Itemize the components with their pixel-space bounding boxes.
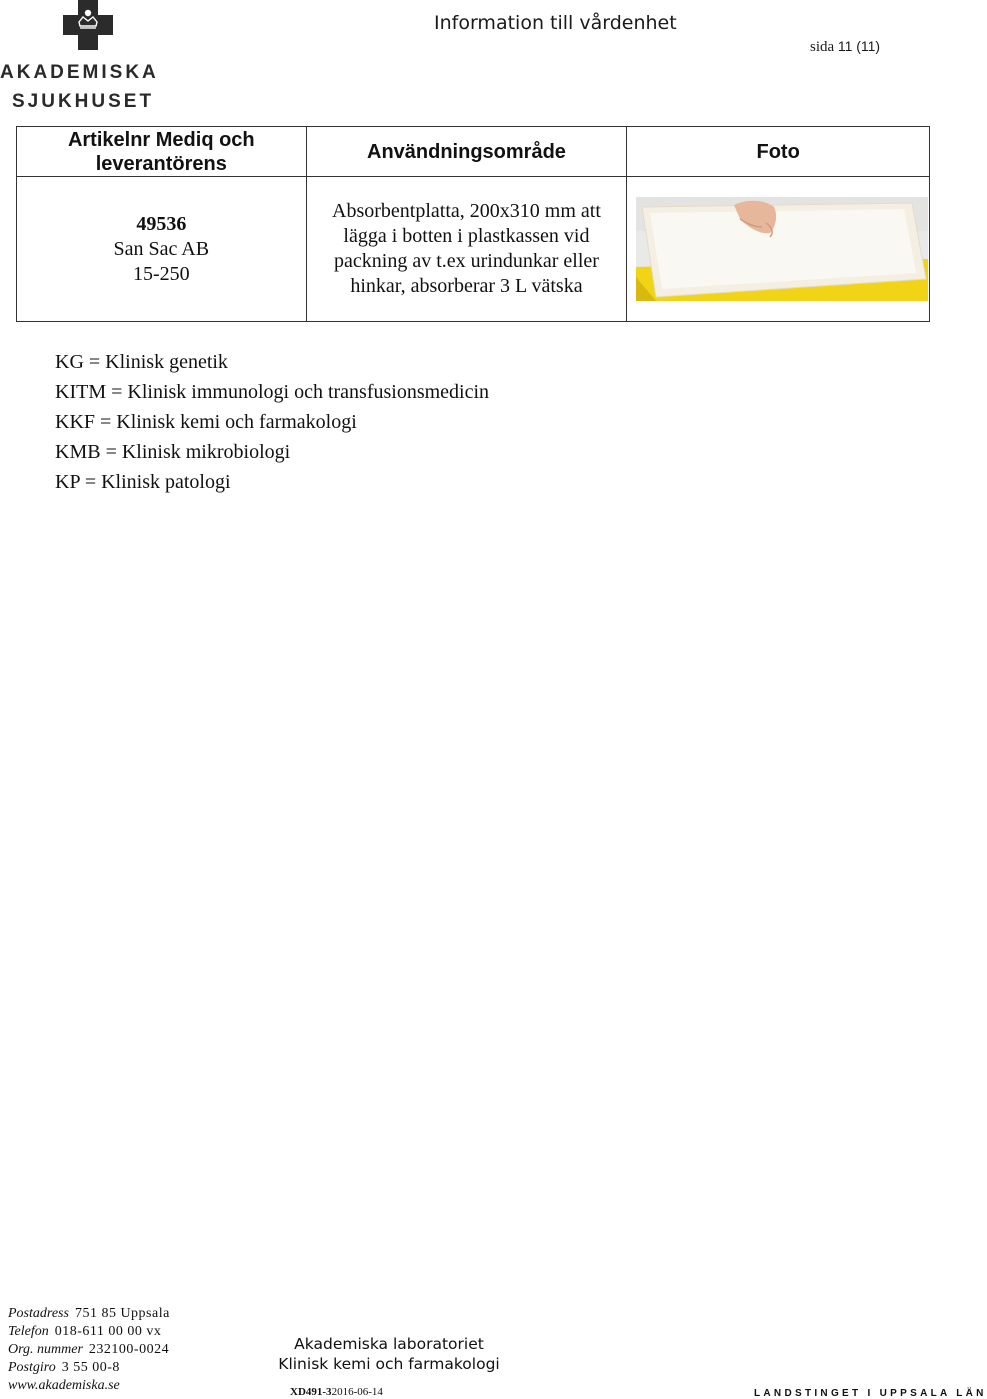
document-code: XD491-3 xyxy=(290,1386,332,1398)
usage-description: Absorbentplatta, 200x310 mm att lägga i botten i plastkassen vid packning av t.ex urindunkar eller hinkar, absorberar 3 L vätska xyxy=(332,200,601,297)
column-header-article: Artikelnr Mediq och leverantörens xyxy=(17,127,307,177)
postgiro-label: Postgiro xyxy=(8,1360,56,1375)
supplier-name: San Sac AB xyxy=(113,237,210,260)
logo-text-akademiska: AKADEMISKA xyxy=(0,62,159,83)
column-header-photo: Foto xyxy=(627,127,930,177)
hospital-cross-logo-icon xyxy=(63,0,113,50)
postadress-label: Postadress xyxy=(8,1306,69,1321)
abbreviation-list xyxy=(55,347,489,497)
abbreviation-kg: KG = Klinisk genetik xyxy=(55,351,228,373)
product-table xyxy=(16,126,930,322)
postgiro-value: 3 55 00-8 xyxy=(61,1360,120,1375)
table-row xyxy=(17,177,930,322)
photo-cell xyxy=(627,177,930,322)
footer-department xyxy=(264,1334,514,1374)
article-number: 49536 xyxy=(136,212,187,235)
org-value: 232100-0024 xyxy=(88,1342,170,1357)
department-line1: Akademiska laboratoriet xyxy=(294,1335,484,1353)
abbreviation-kmb: KMB = Klinisk mikrobiologi xyxy=(55,441,291,463)
logo-text-sjukhuset: SJUKHUSET xyxy=(12,91,155,112)
table-header-row xyxy=(17,127,930,177)
supplier-code: 15-250 xyxy=(132,262,190,285)
postadress-value: 751 85 Uppsala xyxy=(74,1306,170,1321)
abbreviation-kp: KP = Klinisk patologi xyxy=(55,471,231,493)
footer-contact xyxy=(8,1305,170,1395)
usage-cell xyxy=(306,177,627,322)
page-number xyxy=(810,38,880,56)
region-label: LANDSTINGET I UPPSALA LÄN xyxy=(754,1388,987,1399)
telefon-value: 018-611 00 00 vx xyxy=(54,1324,162,1339)
org-label: Org. nummer xyxy=(8,1342,83,1357)
abbreviation-kitm: KITM = Klinisk immunologi och transfusionsmedicin xyxy=(55,381,490,403)
document-id xyxy=(290,1386,383,1398)
abbreviation-kkf: KKF = Klinisk kemi och farmakologi xyxy=(55,411,357,433)
column-header-usage: Användningsområde xyxy=(306,127,627,177)
absorbent-pad-image xyxy=(636,197,928,301)
page-current: 11 xyxy=(837,38,853,54)
hospital-logo xyxy=(0,0,180,115)
telefon-label: Telefon xyxy=(8,1324,49,1339)
article-cell xyxy=(17,177,307,322)
document-date: 2016-06-14 xyxy=(331,1386,383,1398)
page-total: (11) xyxy=(856,38,881,54)
website-link[interactable]: www.akademiska.se xyxy=(8,1378,120,1393)
page-label: sida xyxy=(810,39,835,55)
document-title: Information till vårdenhet xyxy=(434,12,677,34)
absorbent-pad-photo xyxy=(636,197,928,301)
department-line2: Klinisk kemi och farmakologi xyxy=(278,1355,500,1373)
